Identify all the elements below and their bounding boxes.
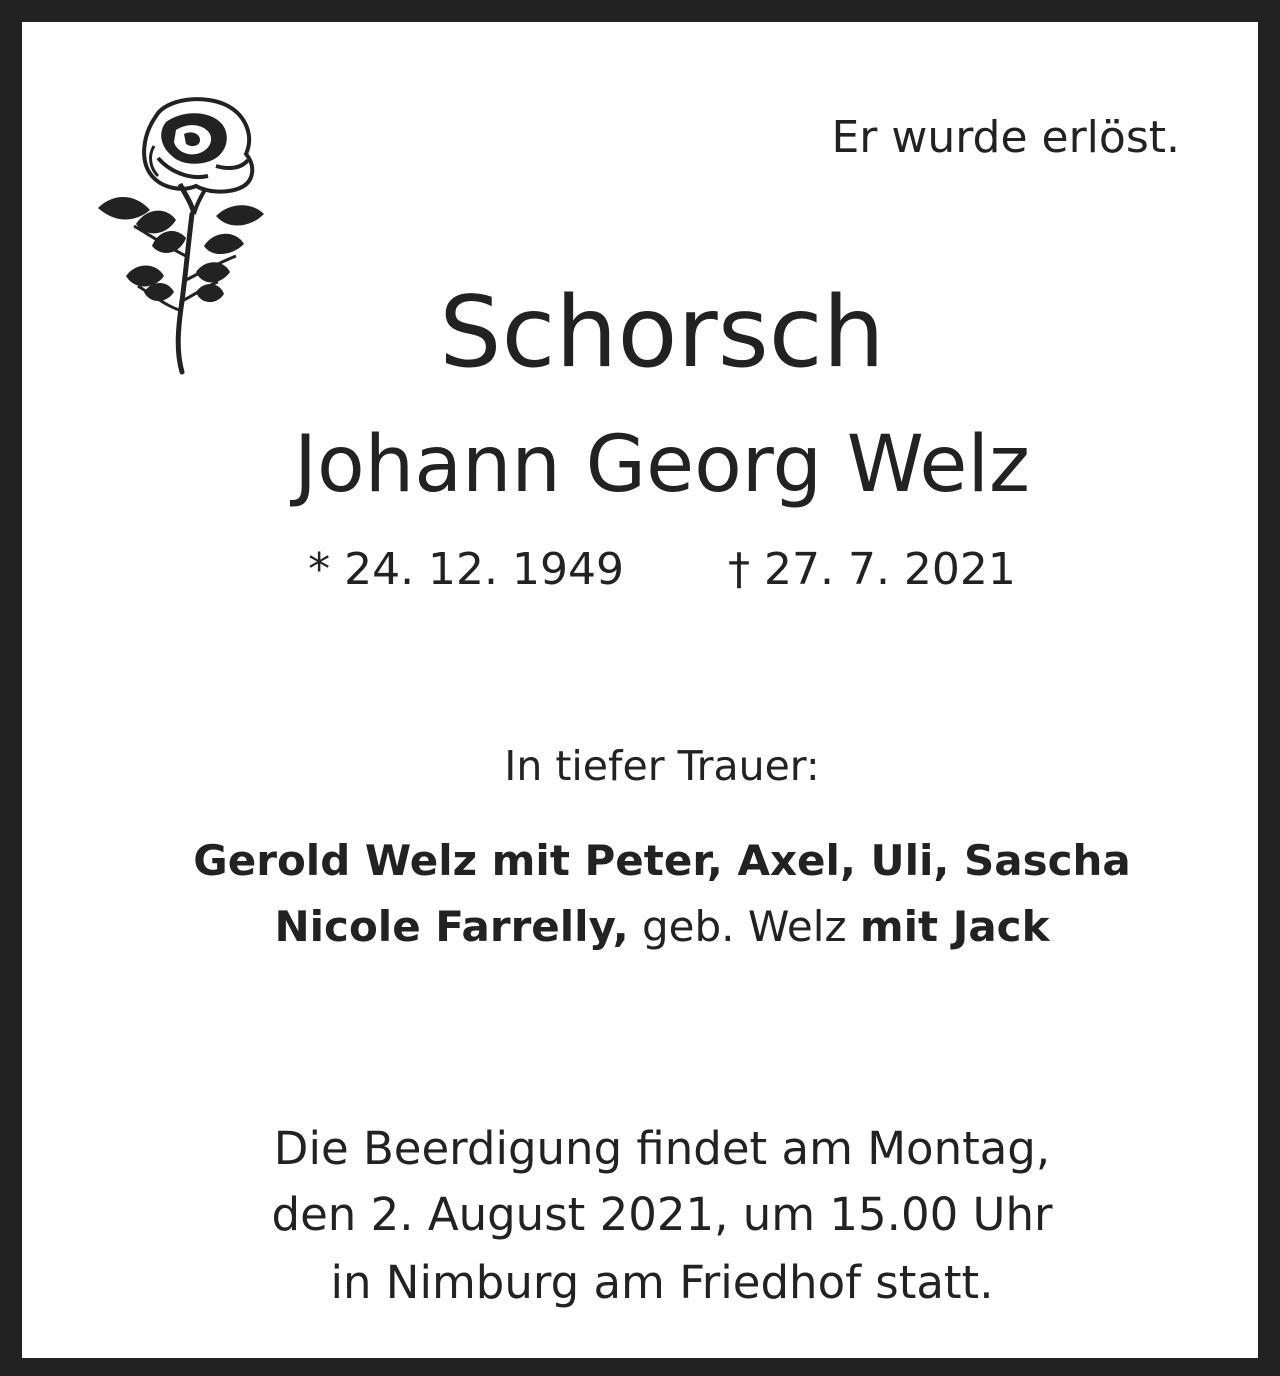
nickname: Schorsch: [439, 276, 885, 390]
death-date: † 27. 7. 2021: [728, 544, 1016, 595]
motto: Er wurde erlöst.: [831, 112, 1180, 163]
family-nee: geb. Welz: [628, 902, 860, 951]
funeral-line-2: den 2. August 2021, um 15.00 Uhr: [271, 1188, 1053, 1241]
full-name: Johann Georg Welz: [294, 420, 1030, 510]
funeral-line-1: Die Beerdigung findet am Montag,: [273, 1122, 1051, 1175]
mourning-intro: In tiefer Trauer:: [504, 742, 820, 790]
family-line-1: Gerold Welz mit Peter, Axel, Uli, Sascha: [193, 836, 1131, 885]
family-with: mit Jack: [859, 902, 1050, 951]
life-dates: [22, 544, 1280, 595]
family-name: Nicole Farrelly,: [274, 902, 629, 951]
birth-date: * 24. 12. 1949: [308, 544, 624, 595]
family-line-2: [22, 902, 1280, 951]
funeral-line-3: in Nimburg am Friedhof statt.: [330, 1256, 994, 1309]
